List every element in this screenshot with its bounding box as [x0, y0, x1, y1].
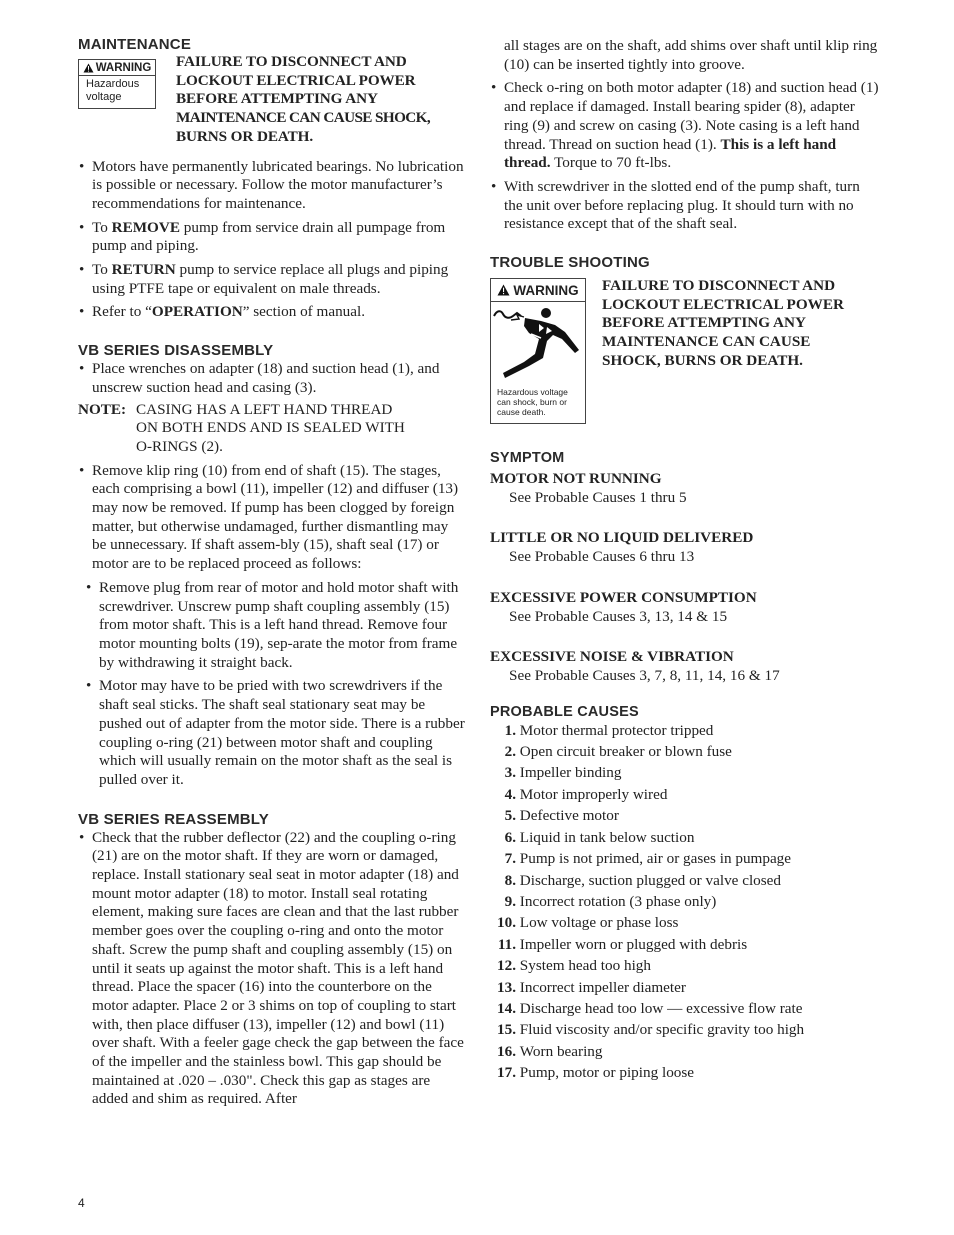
- cause-text: Motor improperly wired: [519, 785, 668, 803]
- warning-box-large: [490, 278, 586, 424]
- disassembly-bullet-1: • Place wrenches on adapter (18) and suction head (1), and unscrew suction head and casing (3).: [78, 360, 466, 397]
- cause-text: Discharge, suction plugged or valve closed: [519, 871, 782, 889]
- cause-item: [490, 741, 882, 762]
- trouble-shooting-heading: TROUBLE SHOOTING: [490, 254, 650, 272]
- cause-number: 15.: [497, 1021, 516, 1039]
- trouble-warning: [490, 278, 882, 424]
- reassembly-bullet-3: • With screwdriver in the slotted end of the pump shaft, turn the unit over before replacing plug. It should turn with no resistance except that of the shaft seal.: [490, 178, 882, 234]
- probable-causes-list: [490, 720, 882, 1084]
- symptom-desc: See Probable Causes 3, 13, 14 & 15: [509, 607, 728, 625]
- disassembly-sub-bullet-2: • Motor may have to be pried with two screwdrivers if the shaft seal sticks. The shaft seal stationary seat may be pushed out of adapter from the motor side. There is a rubber coupling o-ring (21) between motor shaft and coupling which will usually remain on the motor shaft as the seal is pulled over it.: [78, 677, 466, 789]
- maintenance-bullet-2: • To REMOVE pump from service drain all pumpage from pump and piping.: [78, 219, 466, 256]
- warning-box-small: [78, 59, 156, 109]
- warning-triangle-icon: [497, 284, 510, 296]
- cause-item: [490, 955, 882, 976]
- symptom-desc: See Probable Causes 3, 7, 8, 11, 14, 16 & 17: [509, 666, 780, 684]
- symptom-item: [490, 529, 882, 566]
- cause-item: [490, 1041, 882, 1062]
- cause-item: [490, 827, 882, 848]
- cause-text: Low voltage or phase loss: [519, 914, 679, 932]
- cause-number: 2.: [504, 743, 516, 761]
- symptom-desc: See Probable Causes 1 thru 5: [509, 488, 687, 506]
- cause-item: [490, 912, 882, 933]
- cause-item: [490, 720, 882, 741]
- warning-note: Hazardous voltage: [86, 78, 140, 103]
- cause-text: Worn bearing: [519, 1042, 603, 1060]
- cause-number: 12.: [497, 957, 516, 975]
- cause-item: [490, 891, 882, 912]
- note-label: NOTE:: [78, 400, 127, 418]
- cause-number: 17.: [497, 1064, 516, 1082]
- cause-item: [490, 762, 882, 783]
- disassembly-heading: VB SERIES DISASSEMBLY: [78, 342, 274, 360]
- cause-text: Pump, motor or piping loose: [519, 1064, 695, 1082]
- maintenance-heading: MAINTENANCE: [78, 36, 192, 53]
- reassembly-heading: VB SERIES REASSEMBLY: [78, 810, 269, 828]
- maintenance-bullet-1: • Motors have permanently lubricated bearings. No lubrication is possible or necessary. Follow the motor manufacturer’s recommendations for maintenance.: [78, 158, 466, 214]
- cause-text: Discharge head too low — excessive flow rate: [519, 999, 803, 1017]
- cause-number: 13.: [497, 978, 516, 996]
- cause-number: 14.: [497, 999, 516, 1017]
- cause-number: 1.: [504, 721, 516, 739]
- page-number: 4: [78, 1196, 85, 1210]
- cause-text: Impeller worn or plugged with debris: [519, 935, 748, 953]
- symptom-heading: SYMPTOM: [490, 450, 565, 467]
- warning-note: Hazardous voltage can shock, burn or cause death.: [497, 387, 568, 417]
- cause-number: 9.: [504, 892, 516, 910]
- maintenance-bullet-3: • To RETURN pump to service replace all plugs and piping using PTFE tape or equivalent on male threads.: [78, 261, 466, 298]
- cause-number: 10.: [497, 914, 516, 932]
- cause-text: Impeller binding: [519, 764, 622, 782]
- cause-item: [490, 977, 882, 998]
- symptom-item: [490, 470, 882, 507]
- cause-number: 4.: [504, 785, 516, 803]
- cause-number: 11.: [497, 935, 516, 953]
- maintenance-warning: [78, 53, 466, 147]
- symptom-desc: See Probable Causes 6 thru 13: [509, 548, 695, 566]
- cause-number: 6.: [504, 828, 516, 846]
- cause-number: 8.: [504, 871, 516, 889]
- warning-label: WARNING: [95, 61, 152, 74]
- casing-note: NOTE: CASING HAS A LEFT HAND THREAD ON BOTH ENDS AND IS SEALED WITH O-RINGS (2).: [78, 400, 405, 455]
- reassembly-bullet-1: • Check that the rubber deflector (22) and the coupling o-ring (21) are on the motor shaft. If they are worn or damaged, replace. Install stationary seal seat in motor adapter (18) and mount motor adapter (18) to motor. Install seal rotating element, making sure faces are clean and that the last rubber member goes over the coupling o-ring and onto the motor shaft. Screw the pump shaft and coupling assembly (15) on until it seats up against the motor shaft. This is a left hand thread. Place the spacer (16) into the counterbore on the motor adapter. Place 2 or 3 shims on top of coupling to start with, then place diffuser (13), impeller (12) and bowl (11) over shaft. With a feeler gage check the gap between the face of the impeller and the stainless bowl. This gap should be maintained at .020 – .030". Check this gap as stages are added and shim as required. After: [78, 829, 466, 1110]
- cause-item: [490, 870, 882, 891]
- right-column: [490, 37, 882, 1084]
- probable-causes-heading: PROBABLE CAUSES: [490, 703, 639, 720]
- cause-text: System head too high: [519, 957, 651, 975]
- left-column: [78, 36, 466, 1109]
- cause-item: [490, 805, 882, 826]
- maintenance-bullet-4: • Refer to “OPERATION” section of manual.: [78, 303, 466, 322]
- cause-text: Liquid in tank below suction: [519, 828, 695, 846]
- reassembly-continued: all stages are on the shaft, add shims over shaft until klip ring (10) can be inserted tightly into groove.: [504, 37, 878, 73]
- cause-text: Fluid viscosity and/or specific gravity too high: [519, 1021, 805, 1039]
- cause-text: Motor thermal protector tripped: [519, 721, 714, 739]
- cause-text: Incorrect impeller diameter: [519, 978, 686, 996]
- cause-item: [490, 1062, 882, 1083]
- symptom-title: LITTLE OR NO LIQUID DELIVERED: [490, 529, 754, 547]
- trouble-warning-text: FAILURE TO DISCONNECT AND LOCKOUT ELECTRICAL POWER BEFORE ATTEMPTING ANY MAINTENANCE CAN CAUSE SHOCK, BURNS OR DEATH.: [602, 277, 844, 369]
- cause-text: Defective motor: [519, 807, 619, 825]
- cause-item: [490, 934, 882, 955]
- symptom-title: EXCESSIVE NOISE & VIBRATION: [490, 648, 734, 666]
- warning-label: WARNING: [513, 282, 579, 298]
- maintenance-warning-text: FAILURE TO DISCONNECT AND LOCKOUT ELECTRICAL POWER BEFORE ATTEMPTING ANY MAINTENANCE CAN CAUSE SHOCK, BURNS OR DEATH.: [176, 53, 431, 145]
- symptom-item: [490, 648, 882, 685]
- cause-number: 3.: [504, 764, 516, 782]
- symptom-item: [490, 589, 882, 626]
- electric-shock-icon: [491, 302, 585, 388]
- cause-item: [490, 1019, 882, 1040]
- warning-triangle-icon: [83, 63, 94, 73]
- cause-item: [490, 848, 882, 869]
- cause-number: 16.: [497, 1042, 516, 1060]
- cause-text: Open circuit breaker or blown fuse: [519, 743, 732, 761]
- symptom-title: EXCESSIVE POWER CONSUMPTION: [490, 588, 757, 606]
- reassembly-bullet-2: • Check o-ring on both motor adapter (18) and suction head (1) and replace if damaged. Install bearing spider (8), adapter ring (9) and screw on casing (3). Note casing is a left hand thread. Thread on suction head (1). This is a left hand thread. Torque to 70 ft-lbs.: [490, 79, 882, 173]
- cause-text: Pump is not primed, air or gases in pumpage: [519, 850, 792, 868]
- cause-number: 5.: [504, 807, 516, 825]
- disassembly-sub-bullet-1: • Remove plug from rear of motor and hold motor shaft with screwdriver. Unscrew pump shaft coupling assembly (15) from motor shaft. This is a left hand thread. Remove four motor mounting bolts (19), sep-arate the motor from frame by withdrawing it straight back.: [78, 579, 466, 673]
- cause-text: Incorrect rotation (3 phase only): [519, 892, 717, 910]
- cause-item: [490, 998, 882, 1019]
- cause-item: [490, 784, 882, 805]
- cause-number: 7.: [504, 850, 516, 868]
- symptom-title: MOTOR NOT RUNNING: [490, 470, 662, 488]
- disassembly-bullet-2: • Remove klip ring (10) from end of shaft (15). The stages, each comprising a bowl (11), impeller (12) and diffuser (13) may now be removed. If pump has been clogged by foreign matter, but otherwise undamaged, further dismantling may be unnecessary. If shaft assem-bly (15), shaft seal (17) or motor are to be replaced proceed as follows:: [78, 462, 466, 574]
